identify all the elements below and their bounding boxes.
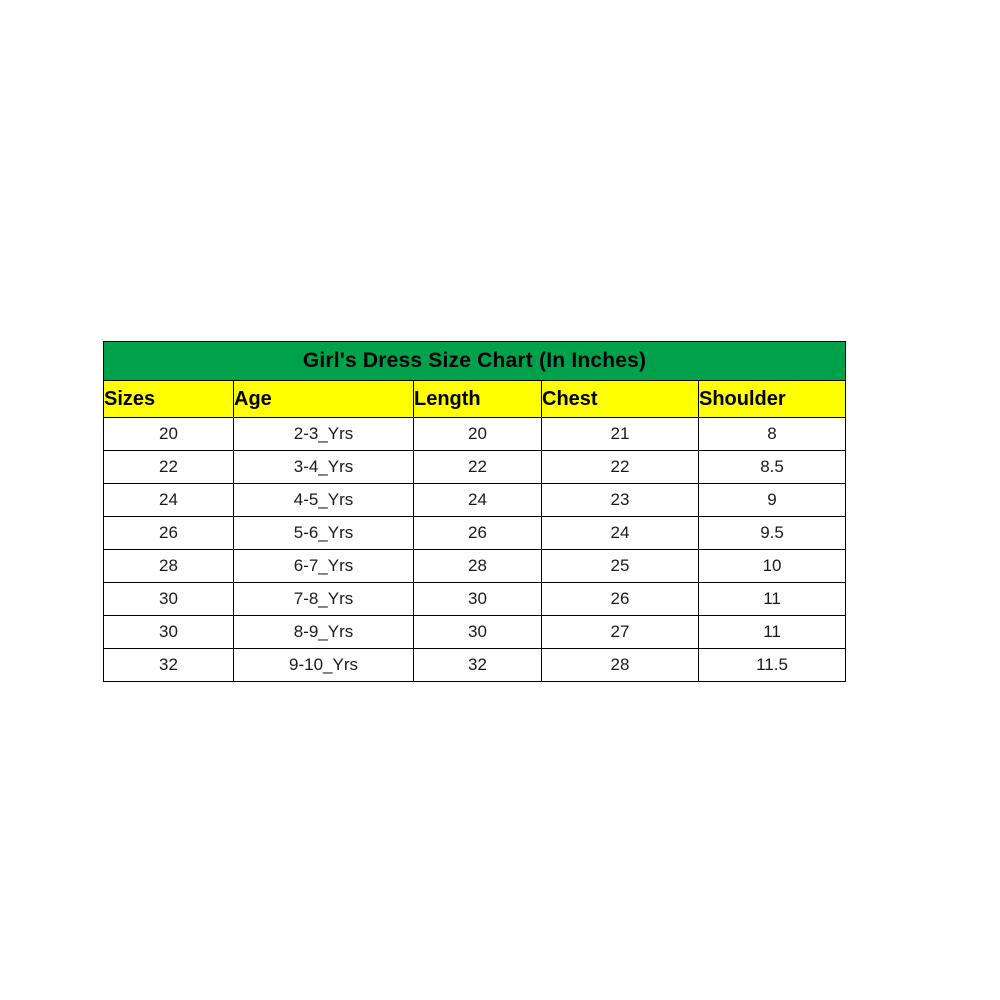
cell-age: 8-9_Yrs (234, 616, 414, 649)
table-header (104, 342, 846, 418)
cell-sizes: 20 (104, 418, 234, 451)
column-header-row (104, 381, 846, 418)
table-row (104, 418, 846, 451)
cell-chest: 27 (542, 616, 699, 649)
cell-sizes: 30 (104, 616, 234, 649)
table-row (104, 517, 846, 550)
cell-length: 24 (414, 484, 542, 517)
table-body (104, 418, 846, 682)
table-row (104, 583, 846, 616)
cell-sizes: 32 (104, 649, 234, 682)
cell-length: 30 (414, 583, 542, 616)
cell-length: 28 (414, 550, 542, 583)
column-header-chest: Chest (542, 381, 699, 418)
cell-shoulder: 10 (699, 550, 846, 583)
cell-sizes: 26 (104, 517, 234, 550)
cell-length: 30 (414, 616, 542, 649)
cell-shoulder: 11.5 (699, 649, 846, 682)
cell-chest: 22 (542, 451, 699, 484)
cell-shoulder: 9.5 (699, 517, 846, 550)
column-header-sizes: Sizes (104, 381, 234, 418)
cell-age: 2-3_Yrs (234, 418, 414, 451)
cell-chest: 21 (542, 418, 699, 451)
cell-shoulder: 8.5 (699, 451, 846, 484)
cell-chest: 26 (542, 583, 699, 616)
cell-sizes: 28 (104, 550, 234, 583)
cell-length: 26 (414, 517, 542, 550)
title-row (104, 342, 846, 381)
table-row (104, 649, 846, 682)
cell-length: 22 (414, 451, 542, 484)
cell-shoulder: 11 (699, 583, 846, 616)
cell-chest: 23 (542, 484, 699, 517)
cell-length: 32 (414, 649, 542, 682)
column-header-shoulder: Shoulder (699, 381, 846, 418)
table-row (104, 484, 846, 517)
cell-chest: 28 (542, 649, 699, 682)
column-header-age: Age (234, 381, 414, 418)
chart-title: Girl's Dress Size Chart (In Inches) (104, 342, 846, 381)
cell-sizes: 22 (104, 451, 234, 484)
cell-age: 3-4_Yrs (234, 451, 414, 484)
cell-chest: 24 (542, 517, 699, 550)
cell-shoulder: 8 (699, 418, 846, 451)
cell-age: 7-8_Yrs (234, 583, 414, 616)
cell-chest: 25 (542, 550, 699, 583)
cell-length: 20 (414, 418, 542, 451)
cell-sizes: 24 (104, 484, 234, 517)
table-row (104, 616, 846, 649)
column-header-length: Length (414, 381, 542, 418)
cell-shoulder: 11 (699, 616, 846, 649)
size-chart-table (103, 341, 846, 682)
size-chart-container (103, 341, 845, 682)
cell-age: 9-10_Yrs (234, 649, 414, 682)
table-row (104, 550, 846, 583)
cell-age: 6-7_Yrs (234, 550, 414, 583)
cell-shoulder: 9 (699, 484, 846, 517)
cell-sizes: 30 (104, 583, 234, 616)
table-row (104, 451, 846, 484)
cell-age: 5-6_Yrs (234, 517, 414, 550)
cell-age: 4-5_Yrs (234, 484, 414, 517)
